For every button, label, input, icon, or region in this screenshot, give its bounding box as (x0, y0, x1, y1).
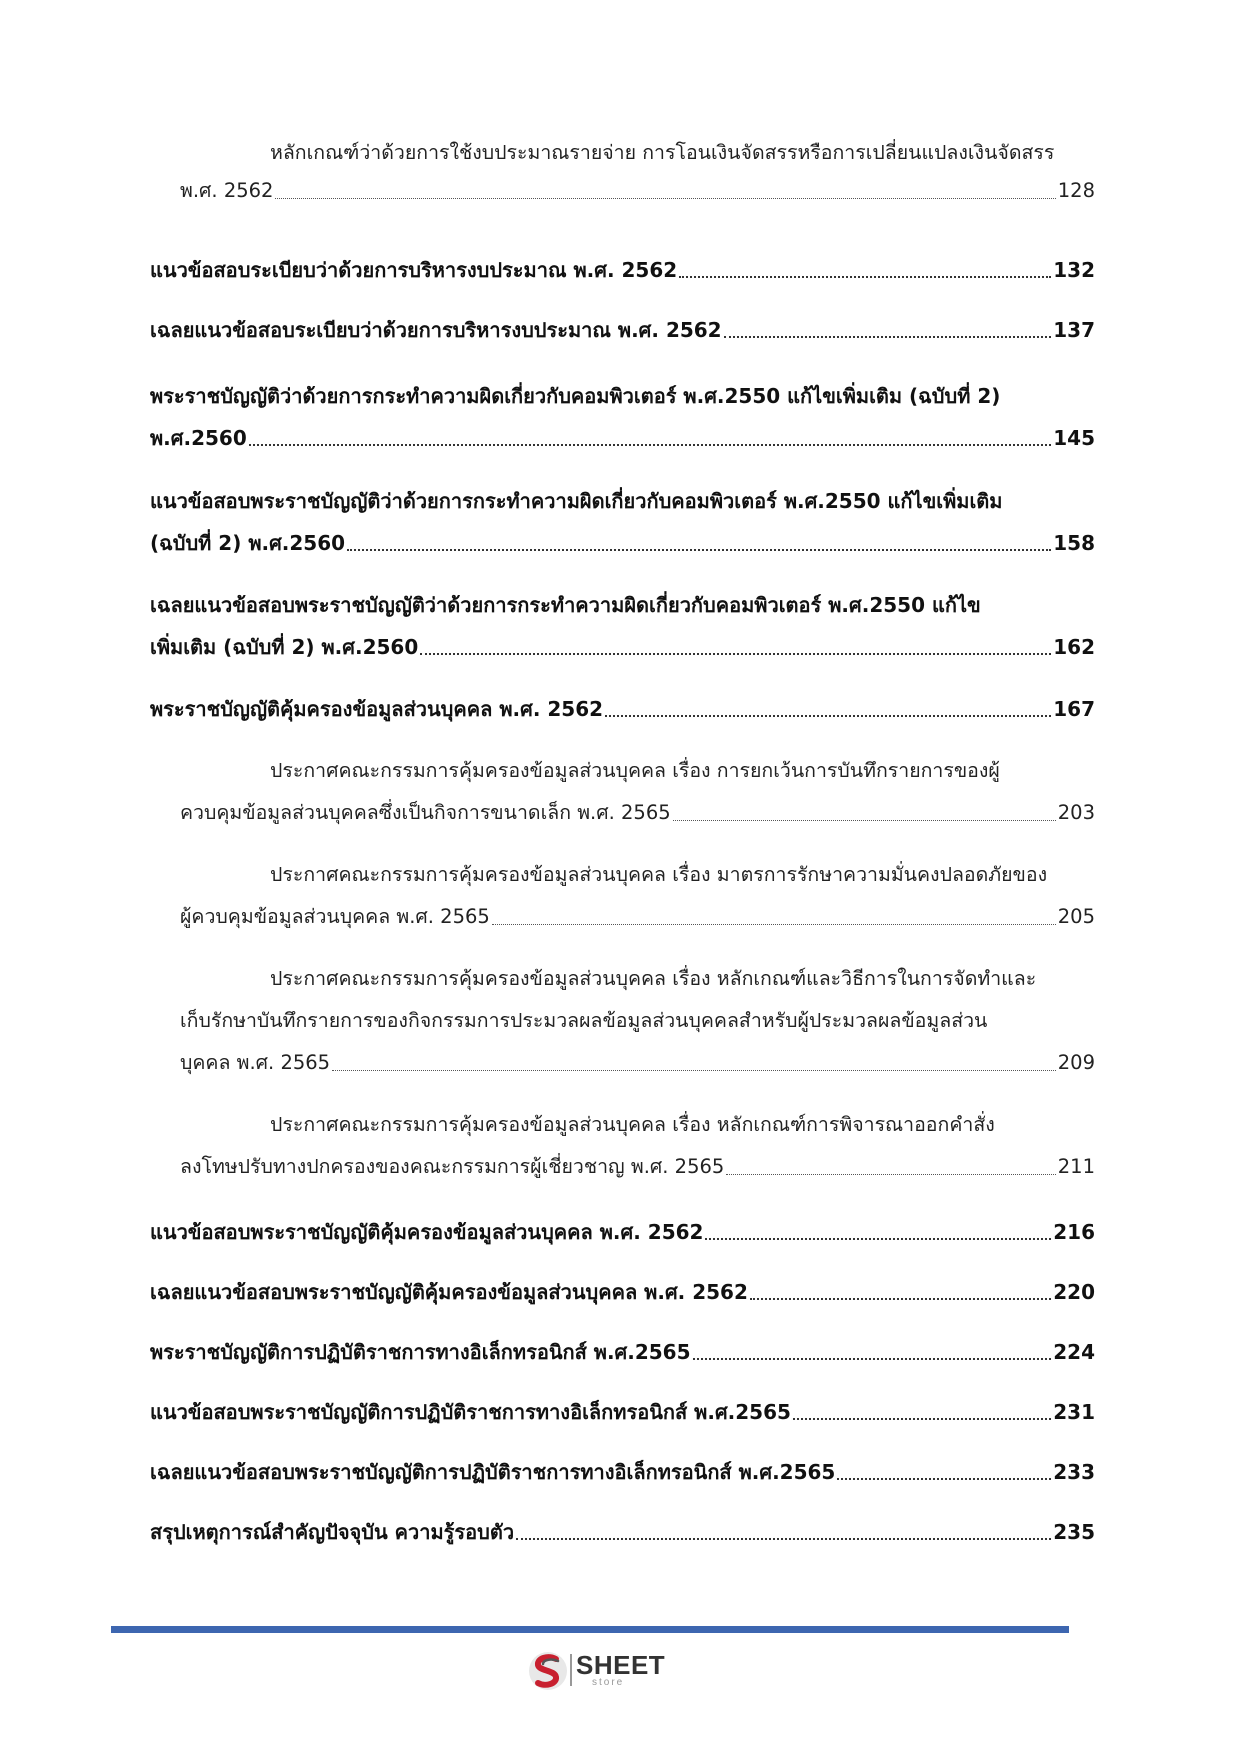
toc-entry-title-line1: เฉลยแนวข้อสอบพระราชบัญญัติว่าด้วยการกระทำความผิดเกี่ยวกับคอมพิวเตอร์ พ.ศ.2550 แก้ไข (150, 593, 981, 617)
dot-leader (347, 549, 1051, 551)
toc-entry-sub[interactable] (150, 862, 1095, 932)
toc-entry-title-line2: เก็บรักษาบันทึกรายการของกิจกรรมการประมวลผลข้อมูลส่วนบุคคลสำหรับผู้ประมวลผลข้อมูลส่วน (180, 1009, 988, 1032)
dot-leader (605, 715, 1051, 717)
toc-entry-leader-line (180, 904, 1095, 930)
dot-leader (492, 924, 1056, 925)
toc-page-number: 209 (1057, 1051, 1095, 1074)
dot-leader (332, 1070, 1056, 1071)
toc-entry-leader-line (150, 696, 1095, 722)
toc-entry-main[interactable] (150, 1219, 1095, 1249)
toc-page-number: 137 (1053, 318, 1095, 342)
toc-entry-main[interactable] (150, 488, 1095, 558)
toc-entry-leader-line (150, 530, 1095, 556)
footer-rule (111, 1626, 1069, 1633)
toc-entry-title-line2: ลงโทษปรับทางปกครองของคณะกรรมการผู้เชี่ยวชาญ พ.ศ. 2565 (180, 1155, 725, 1178)
toc-entry-leader-line (180, 800, 1095, 826)
dot-leader (249, 444, 1052, 446)
toc-page-number: 162 (1053, 635, 1095, 659)
toc-entry-sub[interactable] (150, 966, 1095, 1081)
toc-entry-title: แนวข้อสอบพระราชบัญญัติคุ้มครองข้อมูลส่วนบุคคล พ.ศ. 2562 (150, 1220, 704, 1244)
toc-entry-title-line2: (ฉบับที่ 2) พ.ศ.2560 (150, 531, 346, 555)
toc-page-number: 220 (1053, 1280, 1095, 1304)
toc-entry-leader-line (150, 257, 1095, 283)
toc-entry-main[interactable] (150, 383, 1095, 453)
toc-entry-main[interactable] (150, 1399, 1095, 1429)
sheet-store-s-logo-icon (528, 1650, 568, 1692)
toc-entry-leader-line (180, 1050, 1095, 1076)
toc-page-number: 233 (1053, 1460, 1095, 1484)
toc-entry-main[interactable] (150, 696, 1095, 726)
toc-page-number: 235 (1053, 1520, 1095, 1544)
toc-entry-title-line2: ควบคุมข้อมูลส่วนบุคคลซึ่งเป็นกิจการขนาดเล็ก พ.ศ. 2565 (180, 801, 671, 824)
toc-entry-title-line1: พระราชบัญญัติว่าด้วยการกระทำความผิดเกี่ยวกับคอมพิวเตอร์ พ.ศ.2550 แก้ไขเพิ่มเติม (ฉบับที่ 2) (150, 384, 1001, 408)
toc-entry-main[interactable] (150, 1459, 1095, 1489)
toc-entry-main[interactable] (150, 257, 1095, 287)
toc-entry-leader-line (150, 1219, 1095, 1245)
toc-page-number: 216 (1053, 1220, 1095, 1244)
toc-entry-title-line1: แนวข้อสอบพระราชบัญญัติว่าด้วยการกระทำความผิดเกี่ยวกับคอมพิวเตอร์ พ.ศ.2550 แก้ไขเพิ่มเติม (150, 489, 1003, 513)
toc-entry-title-line1: ประกาศคณะกรรมการคุ้มครองข้อมูลส่วนบุคคล เรื่อง มาตรการรักษาความมั่นคงปลอดภัยของ (270, 863, 1048, 886)
toc-entry-leader-line (150, 1399, 1095, 1425)
toc-entry-title: เฉลยแนวข้อสอบระเบียบว่าด้วยการบริหารงบประมาณ พ.ศ. 2562 (150, 318, 722, 342)
toc-entry-main[interactable] (150, 592, 1095, 662)
toc-page-number: 224 (1053, 1340, 1095, 1364)
toc-entry-title: แนวข้อสอบระเบียบว่าด้วยการบริหารงบประมาณ พ.ศ. 2562 (150, 258, 678, 282)
toc-entry-title-line2: พ.ศ. 2562 (180, 179, 274, 202)
toc-entry-title: เฉลยแนวข้อสอบพระราชบัญญัติคุ้มครองข้อมูลส่วนบุคคล พ.ศ. 2562 (150, 1280, 748, 1304)
toc-entry-title-line1: ประกาศคณะกรรมการคุ้มครองข้อมูลส่วนบุคคล เรื่อง การยกเว้นการบันทึกรายการของผู้ (270, 759, 1000, 782)
toc-page-number: 128 (1057, 179, 1095, 202)
toc-page-number: 132 (1053, 258, 1095, 282)
dot-leader (679, 276, 1051, 278)
dot-leader (750, 1298, 1051, 1300)
toc-page-number: 158 (1053, 531, 1095, 555)
dot-leader (793, 1418, 1051, 1420)
toc-entry-leader-line (180, 1154, 1095, 1180)
toc-page-number: 145 (1053, 426, 1095, 450)
toc-entry-leader-line (150, 1459, 1095, 1485)
toc-entry-leader-line (150, 317, 1095, 343)
toc-entry-title: สรุปเหตุการณ์สำคัญปัจจุบัน ความรู้รอบตัว (150, 1520, 515, 1544)
toc-entry-title: เฉลยแนวข้อสอบพระราชบัญญัติการปฏิบัติราชการทางอิเล็กทรอนิกส์ พ.ศ.2565 (150, 1460, 836, 1484)
toc-page-number: 231 (1053, 1400, 1095, 1424)
dot-leader (516, 1538, 1051, 1540)
toc-entry-title-line2: ผู้ควบคุมข้อมูลส่วนบุคคล พ.ศ. 2565 (180, 905, 490, 928)
sheet-store-logo (528, 1650, 678, 1692)
logo-wordmark: SHEET (576, 1650, 666, 1680)
toc-entry-title-line2: เพิ่มเติม (ฉบับที่ 2) พ.ศ.2560 (150, 635, 419, 659)
dot-leader (275, 198, 1055, 199)
toc-entry-leader-line (150, 425, 1095, 451)
toc-entry-main[interactable] (150, 1339, 1095, 1369)
dot-leader (673, 820, 1056, 821)
toc-entry-title: พระราชบัญญัติคุ้มครองข้อมูลส่วนบุคคล พ.ศ. 2562 (150, 697, 604, 721)
toc-page-number: 211 (1057, 1155, 1095, 1178)
dot-leader (724, 336, 1052, 338)
logo-divider (570, 1654, 572, 1686)
toc-entry-main[interactable] (150, 1519, 1095, 1549)
toc-entry-title-line2: พ.ศ.2560 (150, 426, 247, 450)
toc-entry-sub[interactable] (150, 1112, 1095, 1182)
toc-page-number: 203 (1057, 801, 1095, 824)
toc-entry-title-line3: บุคคล พ.ศ. 2565 (180, 1051, 331, 1074)
toc-entry-sub[interactable] (150, 140, 1095, 210)
toc-entry-sub[interactable] (150, 758, 1095, 828)
dot-leader (705, 1238, 1051, 1240)
dot-leader (420, 653, 1051, 655)
logo-subtext: store (592, 1677, 625, 1688)
toc-entry-title: พระราชบัญญัติการปฏิบัติราชการทางอิเล็กทรอนิกส์ พ.ศ.2565 (150, 1340, 691, 1364)
dot-leader (726, 1174, 1055, 1175)
toc-entry-leader-line (150, 1519, 1095, 1545)
toc-page-number: 167 (1053, 697, 1095, 721)
toc-entry-title: แนวข้อสอบพระราชบัญญัติการปฏิบัติราชการทางอิเล็กทรอนิกส์ พ.ศ.2565 (150, 1400, 791, 1424)
toc-entry-main[interactable] (150, 1279, 1095, 1309)
toc-entry-title-line1: หลักเกณฑ์ว่าด้วยการใช้งบประมาณรายจ่าย การโอนเงินจัดสรรหรือการเปลี่ยนแปลงเงินจัดสรร (270, 141, 1055, 164)
toc-entry-title-line1: ประกาศคณะกรรมการคุ้มครองข้อมูลส่วนบุคคล เรื่อง หลักเกณฑ์และวิธีการในการจัดทำและ (270, 967, 1037, 990)
dot-leader (693, 1358, 1052, 1360)
toc-entry-title-line1: ประกาศคณะกรรมการคุ้มครองข้อมูลส่วนบุคคล เรื่อง หลักเกณฑ์การพิจารณาออกคำสั่ง (270, 1113, 995, 1136)
toc-page-number: 205 (1057, 905, 1095, 928)
toc-entry-leader-line (150, 634, 1095, 660)
toc-entry-leader-line (150, 1339, 1095, 1365)
dot-leader (837, 1478, 1051, 1480)
toc-entry-leader-line (180, 178, 1095, 204)
toc-entry-leader-line (150, 1279, 1095, 1305)
toc-entry-main[interactable] (150, 317, 1095, 347)
